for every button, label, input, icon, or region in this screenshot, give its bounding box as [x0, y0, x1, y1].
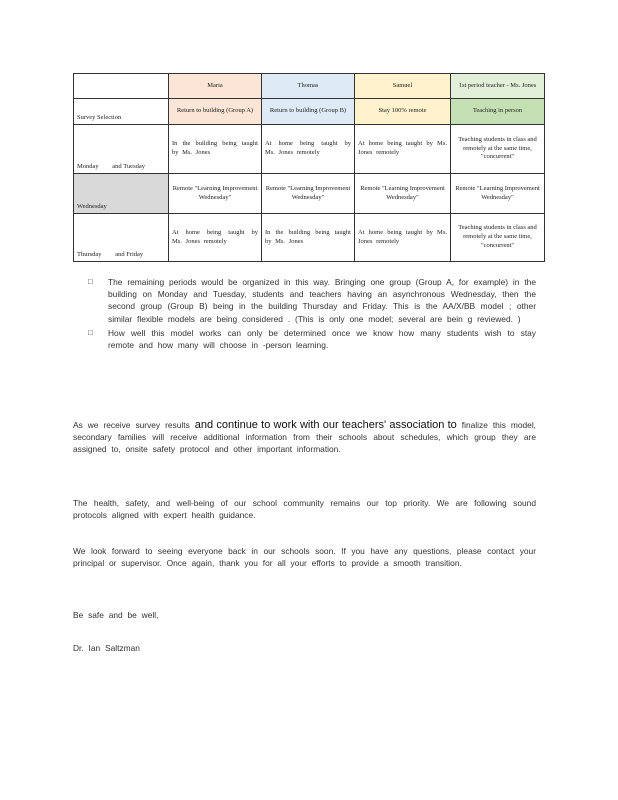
- survey-selection-label: Survey Selection: [74, 99, 169, 125]
- cell-mon-maria: In the building being taught by Ms. Jones: [169, 125, 262, 174]
- cell-wed-thomas: Remote "Learning Improvement Wednesday": [262, 174, 355, 214]
- paragraph-survey-rest: finalize this model, secondary families will receive additional information from their schools about schedules, which group they are assigned to, onsite safety protocol and other important information.: [73, 420, 537, 455]
- cell-mon-teacher: Teaching students in class and remotely at the same time, "concurrent": [451, 125, 545, 174]
- table-row: [74, 125, 545, 174]
- header-teacher: 1st period teacher - Ms. Jones: [451, 74, 545, 99]
- bullet-text: How well this model works can only be determined once we know how many students wish to stay remote and how many will choose in -person learning.: [108, 327, 536, 351]
- list-item: [88, 276, 536, 325]
- cell-wed-maria: Remote "Learning Improvement Wednesday": [169, 174, 262, 214]
- bullet-list: [88, 276, 536, 353]
- header-thomas: Thomas: [262, 74, 355, 99]
- row-label-line: Thursday: [77, 251, 102, 259]
- corner-cell: [74, 74, 169, 99]
- closing-line: Be safe and be well,: [73, 610, 159, 620]
- checkbox-bullet-icon: □: [88, 327, 93, 337]
- list-item: [88, 327, 536, 351]
- paragraph-survey-start: As we receive survey results: [73, 420, 190, 430]
- paragraph-survey: [73, 419, 536, 456]
- cell-thu-teacher: Teaching students in class and remotely at the same time, "concurrent": [451, 214, 545, 262]
- table-row: [74, 174, 545, 214]
- mode-maria: Return to building (Group A): [169, 99, 262, 125]
- row-label-monday: [74, 125, 169, 174]
- paragraph-health: The health, safety, and well-being of our school community remains our top priority. We are following sound protocols aligned with expert health guidance.: [73, 498, 536, 521]
- paragraph-survey-emphasis: and continue to work with our teachers' association to: [194, 419, 457, 431]
- table-header-row: [74, 74, 545, 99]
- cell-wed-teacher: Remote "Learning Improvement Wednesday": [451, 174, 545, 214]
- row-label-line: and Friday: [115, 251, 144, 259]
- cell-thu-maria: At home being taught by Ms. Jones remotely: [169, 214, 262, 262]
- header-samuel: Samuel: [355, 74, 451, 99]
- cell-thu-samuel: At home being taught by Ms. Jones remotely: [355, 214, 451, 262]
- cell-thu-thomas: In the building being taught by Ms. Jones: [262, 214, 355, 262]
- row-label-line: and Tuesday: [112, 163, 145, 171]
- table-row: [74, 214, 545, 262]
- header-maria: Maria: [169, 74, 262, 99]
- schedule-table: [73, 73, 545, 262]
- cell-mon-thomas: At home being taught by Ms. Jones remotely: [262, 125, 355, 174]
- row-label-thursday: [74, 214, 169, 262]
- cell-mon-samuel: At home being taught by Ms. Jones remotely: [355, 125, 451, 174]
- cell-wed-samuel: Remote "Learning Improvement Wednesday": [355, 174, 451, 214]
- row-label-wednesday: Wednesday: [74, 174, 169, 214]
- mode-thomas: Return to building (Group B): [262, 99, 355, 125]
- checkbox-bullet-icon: □: [88, 277, 93, 286]
- row-label-line: Monday: [77, 163, 99, 171]
- paragraph-look-forward: We look forward to seeing everyone back in our schools soon. If you have any questions, please contact your principal or supervisor. Once again, thank you for all your efforts to provide a smooth transition.: [73, 546, 536, 569]
- mode-teacher: Teaching in person: [451, 99, 545, 125]
- mode-samuel: Stay 100% remote: [355, 99, 451, 125]
- table-mode-row: [74, 99, 545, 125]
- signature: Dr. Ian Saltzman: [73, 643, 140, 653]
- bullet-text: The remaining periods would be organized in this way. Bringing one group (Group A, for example) in the building on Monday and Tuesday, students and teachers having an asynchronous Wednesday, then the second group (Group B) being in the building Thursday and Friday. This is the AA/X/BB model ; other similar flexible models are being considered . (This is only one model; several are bein g reviewed. ): [108, 277, 536, 324]
